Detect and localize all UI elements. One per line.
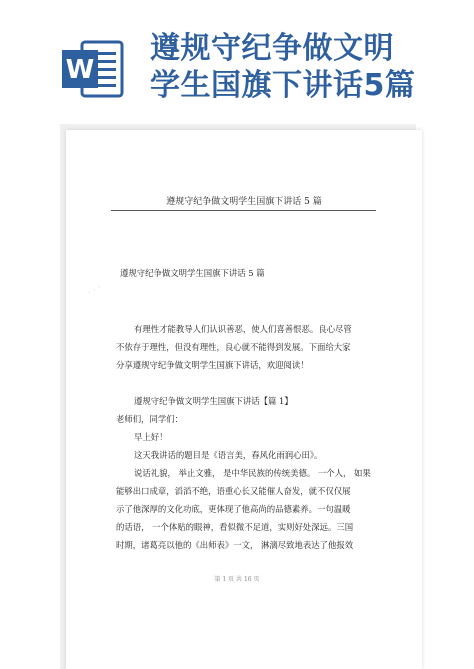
page-footer: 第 1 页 共 16 页 bbox=[214, 576, 260, 583]
intro-line: 分享遵规守纪争做文明学生国旗下讲话，欢迎阅读！ bbox=[116, 360, 309, 370]
word-document-icon bbox=[60, 38, 126, 100]
greeting: 老师们，同学们： bbox=[116, 414, 183, 424]
section-title: 遵规守纪争做文明学生国旗下讲话【篇 1】 bbox=[134, 396, 293, 406]
document-heading: 遵规守纪争做文明学生国旗下讲话 5 篇 bbox=[120, 268, 265, 278]
body-line: 说话礼貌， 举止文雅， 是中华民族的传统美德。 一个人， 如果 bbox=[134, 468, 371, 478]
title-line-2: 学生国旗下讲话5篇 bbox=[150, 68, 416, 103]
body-line: 时期，诸葛亮以他的《出师表》一文， 淋漓尽致地表达了他报效 bbox=[116, 540, 354, 550]
page-title bbox=[150, 30, 470, 104]
topic-line: 这天我讲话的题目是《语言美，春风化雨润心田》。 bbox=[134, 450, 323, 460]
body-line: 的话语， 一个体贴的眼神，看似微不足道，实则好处深远。三国 bbox=[116, 522, 354, 532]
header-rule bbox=[111, 210, 376, 211]
morning-greeting: 早上好！ bbox=[134, 432, 168, 442]
body-line: 示了他深厚的文化功底，更体现了他高尚的品德素养。一句温暖 bbox=[116, 504, 351, 514]
document-page bbox=[66, 130, 422, 669]
document-header: 遵规守纪争做文明学生国旗下讲话 5 篇 bbox=[166, 197, 322, 207]
intro-line: 不依存于理性，但没有理性，良心就不能得到发展。下面给大家 bbox=[116, 342, 351, 352]
banner bbox=[0, 0, 474, 112]
title-line-1: 遵规守纪争做文明 bbox=[150, 31, 394, 66]
svg-text:W: W bbox=[65, 55, 95, 85]
body-line: 能够出口成章，滔滔不绝，语重心长又能催人奋发，就不仅仅展 bbox=[116, 486, 351, 496]
watermark: ··· bbox=[81, 277, 108, 304]
intro-line: 有理性才能教导人们认识善恶，使人们喜善恨恶。良心尽管 bbox=[134, 324, 352, 334]
